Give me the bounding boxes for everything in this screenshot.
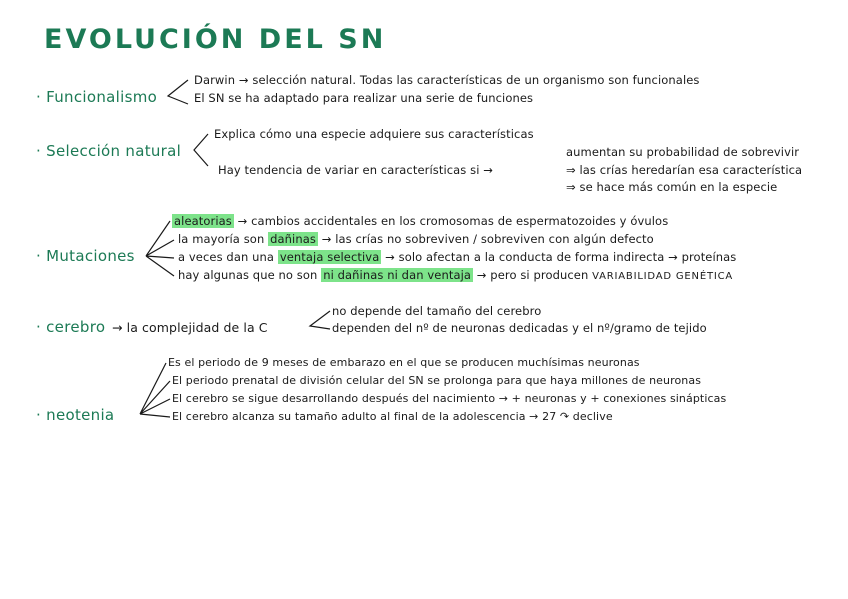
seleccion-line-1: Explica cómo una especie adquiere sus características (214, 127, 534, 141)
seleccion-sub-3: ⇒ se hace más común en la especie (566, 180, 778, 194)
page-title: EVOLUCIÓN DEL SN (44, 24, 387, 55)
seleccion-branch (194, 134, 208, 166)
funcionalismo-line-1: Darwin → selección natural. Todas las características de un organismo son funcionales (194, 73, 700, 87)
mutaciones-line-3-text: → solo afectan a la conducta de forma indirecta → proteínas (381, 250, 737, 264)
cerebro-line-1: no depende del tamaño del cerebro (332, 304, 542, 318)
highlight-danhinas: dañinas (270, 232, 316, 246)
funcionalismo-heading: · Funcionalismo (36, 88, 158, 106)
mutaciones-branch (146, 221, 174, 276)
neotenia-heading: · neotenia (36, 406, 115, 424)
mutaciones-line-4-caps: VARIABILIDAD GENÉTICA (592, 271, 734, 282)
cerebro-branch (310, 311, 330, 329)
neotenia-line-1: Es el periodo de 9 meses de embarazo en el que se producen muchísimas neuronas (168, 356, 640, 369)
seleccion-sub-1: aumentan su probabilidad de sobrevivir (566, 145, 800, 159)
seleccion-natural-heading: · Selección natural (36, 142, 182, 160)
highlight-ni-danhinas: ni dañinas ni dan ventaja (323, 268, 472, 282)
neotenia-line-2: El periodo prenatal de división celular del SN se prolonga para que haya millones de neuronas (172, 374, 702, 387)
cerebro-heading: · cerebro (36, 318, 106, 336)
funcionalismo-branch (168, 80, 188, 104)
neotenia-line-4: El cerebro alcanza su tamaño adulto al final de la adolescencia → 27 ↷ declive (172, 410, 613, 423)
neotenia-branch (140, 363, 170, 417)
funcionalismo-line-2: El SN se ha adaptado para realizar una serie de funciones (194, 91, 534, 105)
cerebro-complejidad: → la complejidad de la C (112, 320, 268, 335)
cerebro-line-2: dependen del nº de neuronas dedicadas y el nº/gramo de tejido (332, 321, 707, 335)
mutaciones-line-3-prefix: a veces dan una (178, 250, 278, 264)
mutaciones-heading: · Mutaciones (36, 247, 135, 265)
seleccion-sub-2: ⇒ las crías heredarían esa característica (566, 163, 803, 177)
neotenia-line-3: El cerebro se sigue desarrollando después del nacimiento → + neuronas y + conexiones sinápticas (172, 392, 727, 405)
mutaciones-line-4-text: → pero si producen (473, 268, 593, 282)
mutaciones-line-1-text: → cambios accidentales en los cromosomas de espermatozoides y óvulos (233, 214, 669, 228)
mutaciones-line-4-prefix: hay algunas que no son (178, 268, 322, 282)
mutaciones-line-2-text: → las crías no sobreviven / sobreviven con algún defecto (317, 232, 654, 246)
mutaciones-line-2-prefix: la mayoría son (178, 232, 269, 246)
highlight-ventaja-selectiva: ventaja selectiva (279, 250, 380, 264)
highlight-aleatorias: aleatorias (174, 214, 232, 228)
seleccion-line-2: Hay tendencia de variar en características si → (218, 163, 494, 177)
